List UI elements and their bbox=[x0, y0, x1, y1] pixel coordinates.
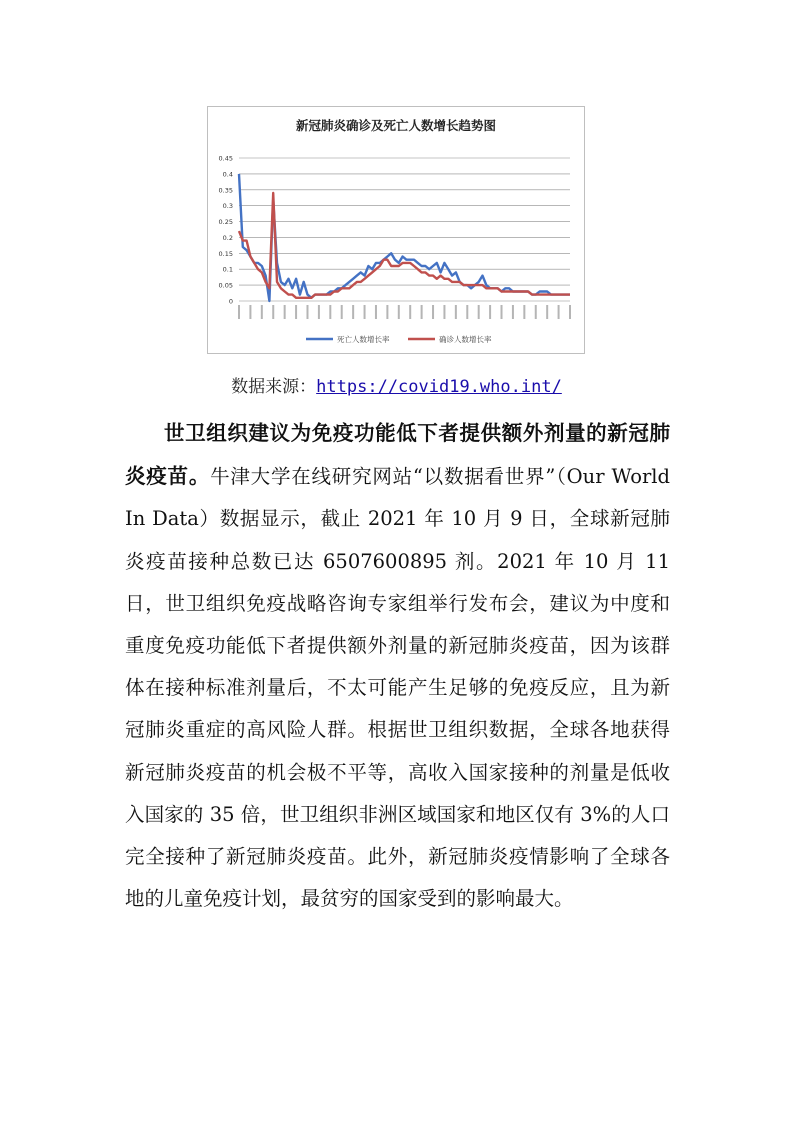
x-tick-mark bbox=[318, 305, 320, 319]
x-tick-mark bbox=[478, 305, 480, 319]
y-tick-label: 0.25 bbox=[218, 218, 233, 227]
article-bold-lead: 世卫组织建议为免疫功能低下者提供额外剂量的新冠肺炎疫苗。 bbox=[125, 421, 670, 489]
x-tick-mark bbox=[421, 305, 423, 319]
chart-figure bbox=[207, 106, 585, 354]
x-tick-mark bbox=[466, 305, 468, 319]
chart-title: 新冠肺炎确诊及死亡人数增长趋势图 bbox=[295, 118, 497, 133]
article-paragraph bbox=[125, 412, 670, 920]
x-tick-mark bbox=[386, 305, 388, 319]
x-tick-mark bbox=[512, 305, 514, 319]
y-tick-label: 0.1 bbox=[222, 265, 233, 274]
source-link[interactable]: https://covid19.who.int/ bbox=[316, 377, 562, 397]
x-tick-mark bbox=[261, 305, 263, 319]
x-tick-mark bbox=[329, 305, 331, 319]
y-tick-label: 0.05 bbox=[218, 281, 233, 290]
x-tick-mark bbox=[546, 305, 548, 319]
x-tick-mark bbox=[364, 305, 366, 319]
x-tick-mark bbox=[443, 305, 445, 319]
x-tick-mark bbox=[409, 305, 411, 319]
x-axis-ticks bbox=[238, 305, 571, 319]
y-tick-label: 0 bbox=[228, 297, 233, 306]
trend-line-chart bbox=[208, 107, 584, 353]
x-tick-mark bbox=[523, 305, 525, 319]
chart-legend bbox=[306, 334, 492, 344]
y-tick-label: 0.45 bbox=[218, 154, 233, 163]
y-axis-ticks bbox=[219, 155, 233, 306]
x-tick-mark bbox=[249, 305, 251, 319]
legend-label-deaths: 死亡人数增长率 bbox=[337, 335, 390, 344]
x-tick-mark bbox=[489, 305, 491, 319]
y-tick-label: 0.4 bbox=[222, 170, 233, 179]
x-tick-mark bbox=[398, 305, 400, 319]
article-text: 牛津大学在线研究网站“以数据看世界”（Our World In Data）数据显示，截止 2021 年 10 月 9 日，全球新冠肺炎疫苗接种总数已达 6507600895 剂。2021 年 10 月 11 日，世卫组织免疫战略咨询专家组举行发布会，建议为中度和重度免疫功能低下者提供额外剂量的新冠肺炎疫苗，因为该群体在接种标准剂量后，不太可能产生足够的免疫反应，且为新冠肺炎重症的高风险人群。根据世卫组织数据，全球各地获得新冠肺炎疫苗的机会极不平等，高收入国家接种的剂量是低收入国家的 35 倍，世卫组织非洲区域国家和地区仅有 3%的人口完全接种了新冠肺炎疫苗。此外，新冠肺炎疫情影响了全球各地的儿童免疫计划，最贫穷的国家受到的影响最大。 bbox=[125, 465, 671, 911]
x-tick-mark bbox=[238, 305, 240, 319]
x-tick-mark bbox=[432, 305, 434, 319]
x-tick-mark bbox=[455, 305, 457, 319]
x-tick-mark bbox=[535, 305, 537, 319]
x-tick-mark bbox=[558, 305, 560, 319]
x-tick-mark bbox=[284, 305, 286, 319]
x-tick-mark bbox=[501, 305, 503, 319]
x-tick-mark bbox=[341, 305, 343, 319]
x-tick-mark bbox=[569, 305, 571, 319]
y-tick-label: 0.3 bbox=[222, 202, 233, 211]
legend-label-cases: 确诊人数增长率 bbox=[439, 335, 492, 344]
article-body bbox=[125, 412, 670, 920]
y-tick-label: 0.35 bbox=[218, 186, 233, 195]
source-prefix: 数据来源： bbox=[231, 377, 317, 397]
x-tick-mark bbox=[352, 305, 354, 319]
x-tick-mark bbox=[375, 305, 377, 319]
x-tick-mark bbox=[306, 305, 308, 319]
y-tick-label: 0.15 bbox=[218, 249, 233, 258]
x-tick-mark bbox=[295, 305, 297, 319]
y-tick-label: 0.2 bbox=[222, 233, 233, 242]
x-tick-mark bbox=[272, 305, 274, 319]
data-source-line bbox=[0, 372, 793, 397]
